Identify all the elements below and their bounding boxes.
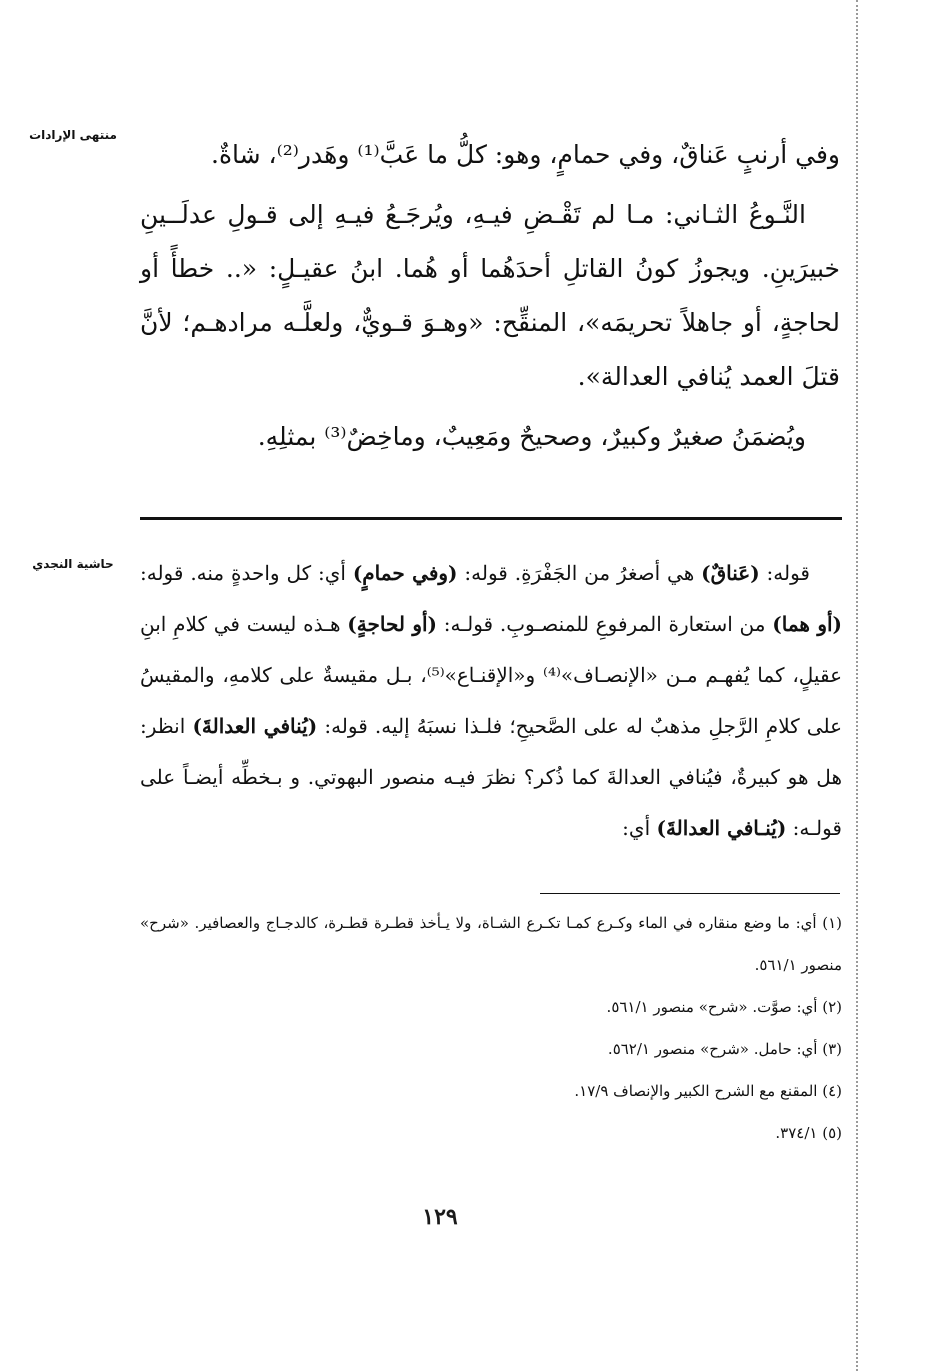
footnote-5: (٥) ٣٧٤/١.: [775, 1124, 842, 1142]
hashiya-text: أي:: [622, 816, 657, 840]
hashiya-paragraph: [140, 548, 842, 854]
footnotes: [140, 902, 842, 1154]
hashiya-text: من استعارة المرفوعِ للمنصـوبِ. قولـه:: [437, 612, 773, 636]
side-label-hashiya: حاشية النجدي: [32, 557, 114, 571]
binding-edge-dots: [856, 0, 858, 1371]
hashiya-text: انظر: هل هو كبيرةٌ، فيُنافي العدالةَ كما ذُكر؟ نظرَ فيـه منصور البهوتي. و بـخطِّه أيضـاً على قولـه:: [140, 714, 842, 840]
hashiya-lemma: (أو لحاجةٍ): [347, 612, 438, 636]
hashiya-text: هـذه ليست في كلامِ ابنِ عقيلٍ، كما يُفهـم مـن «الإنصـاف»⁽⁴⁾ و«الإقنـاع»⁽⁵⁾، بـل مقيسةٌ على كلامهِ، والمقيسُ على كلامِ الرَّجلِ مذهبٌ له على الصَّحيحِ؛ فلـذا نسبَهُ إليه. قوله:: [140, 612, 843, 738]
main-text-paragraph-2: النَّـوعُ الثـاني: مـا لم تَقْـضِ فيـهِ، ويُرجَـعُ فيـهِ إلى قـولِ عدلَــينِ خبيرَينِ. ويجوزُ كونُ القاتلِ أحدَهُما أو هُما. ابنُ عقيـلٍ: «.. خطأً أو لحاجةٍ، أو جاهلاً تحريمَه»، المنقِّح: «وهـوَ قـويٌّ، ولعلَّـه مرادهـم؛ لأنَّ قتلَ العمد يُنافي العدالة».: [140, 200, 840, 391]
footnote-2: (٢) أي: صوَّت. «شرح» منصور ٥٦١/١.: [606, 998, 842, 1016]
main-text-line-1: وفي أرنبٍ عَناقٌ، وفي حمامٍ، وهو: كلُّ ما عَبَّ⁽¹⁾ وهَدر⁽²⁾، شاةٌ.: [211, 140, 840, 169]
hashiya-lemma: (عَناقٌ): [701, 561, 760, 585]
footnote-3: (٣) أي: حامل. «شرح» منصور ٥٦٢/١.: [607, 1040, 842, 1058]
hashiya-text: أي: كل واحدةٍ منه. قوله:: [140, 561, 353, 585]
page-number: ١٢٩: [422, 1204, 458, 1230]
footnote-separator: [540, 893, 840, 894]
hashiya-lemma: (يُنـافي العدالةَ): [656, 816, 787, 840]
footnote-1: (١) أي: ما وضع منقاره في الماء وكـرع كمـا تكـرع الشـاة، ولا يـأخذ قطـرة قطـرة، كالدجـاج والعصافير. «شرح» منصور ٥٦١/١.: [140, 914, 842, 974]
hashiya-text: هي أصغرُ من الجَفْرَةِ. قوله:: [457, 561, 702, 585]
hashiya-lemma: (يُنافي العدالةَ): [192, 714, 318, 738]
main-text-paragraph-3: ويُضمَنُ صغيرٌ وكبيرٌ، وصحيحٌ ومَعِيبٌ، وماخِضٌ⁽³⁾ بمثلِهِ.: [257, 422, 806, 451]
footnote-4: (٤) المقنع مع الشرح الكبير والإنصاف ١٧/٩.: [574, 1082, 842, 1100]
side-label-matn: منتهى الإرادات: [29, 128, 117, 142]
hashiya-text: قوله:: [759, 561, 810, 585]
main-text-separator: [140, 517, 842, 520]
hashiya-lemma: (أو هما): [772, 612, 842, 636]
hashiya-commentary: [140, 548, 842, 854]
hashiya-lemma: (وفي حمامٍ): [352, 561, 458, 585]
main-text: [140, 128, 840, 464]
